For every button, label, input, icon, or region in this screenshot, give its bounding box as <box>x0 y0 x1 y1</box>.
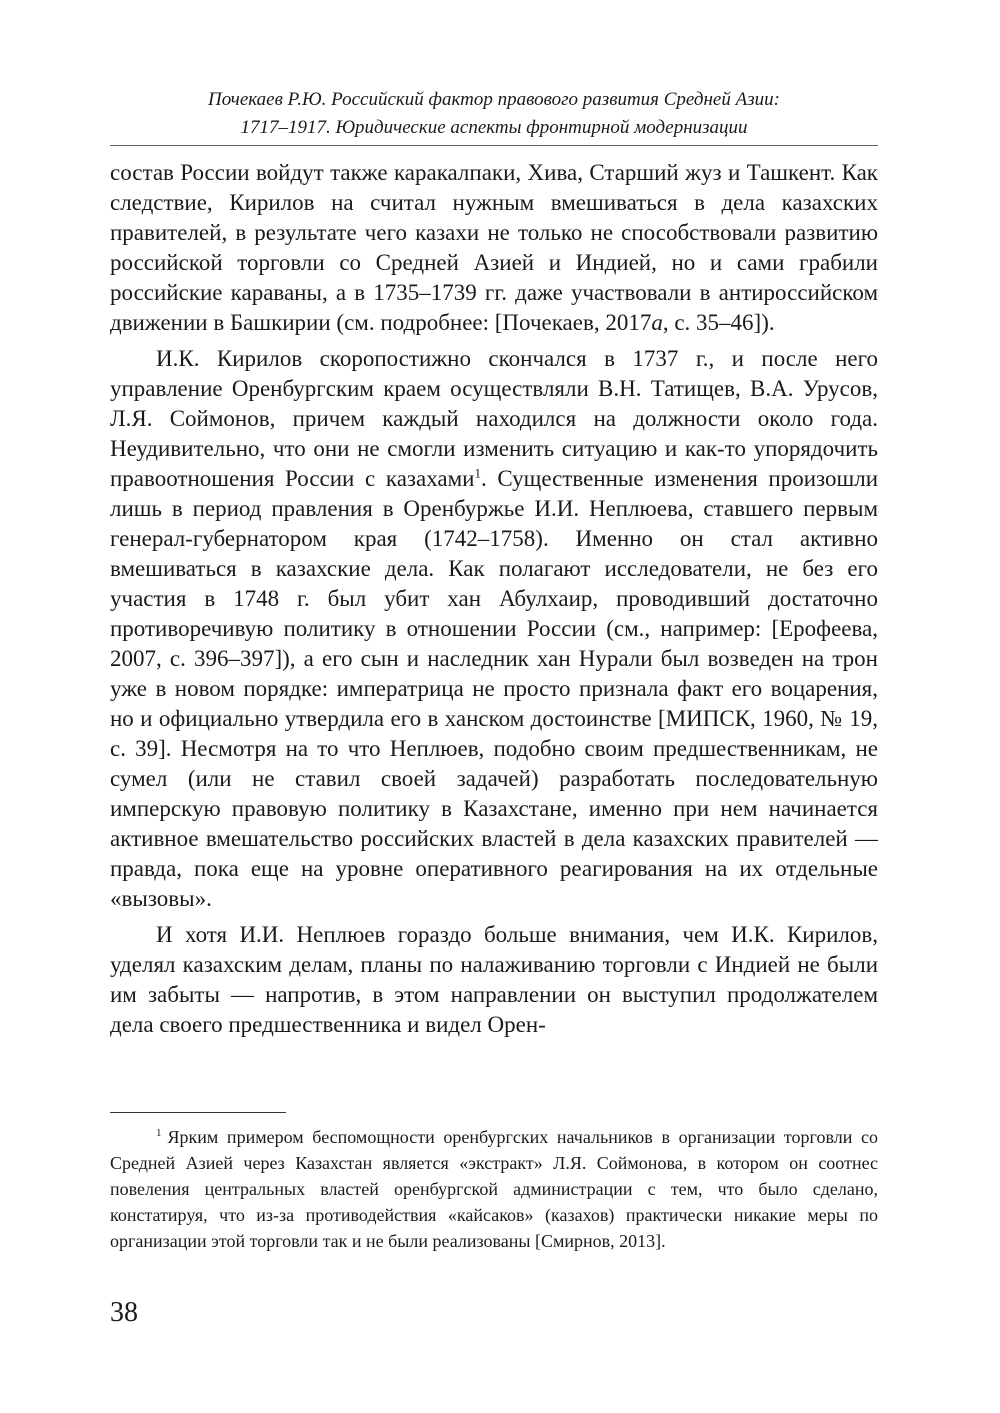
paragraph-2-end: . Существенные изменения произошли лишь в период правления в Оренбуржье И.И. Неплюева, ставшего первым генерал-губернатором края (1742–1758). Именно он стал активно вмешиваться в казахские дела. Как полагают исследователи, не без его участия в 1748 г. был убит хан Абулхаир, проводивший достаточно противоречивую политику в отношении России (см., например: [Ерофеева, 2007, с. 396–397]), а его сын и наследник хан Нурали был возведен на трон уже в новом порядке: императрица не просто признала факт его воцарения, но и официально утвердила его в ханском достоинстве [МИПСК, 1960, № 19, с. 39]. Несмотря на то что Неплюев, подобно своим предшественникам, не сумел (или не ставил своей задачей) разработать последовательную имперскую правовую политику в Казахстане, именно при нем начинается активное вмешательство российских властей в дела казахских правителей — правда, пока еще на уровне оперативного реагирования на их отдельные «вызовы». <box>110 466 878 911</box>
paragraph-3: И хотя И.И. Неплюев гораздо больше внимания, чем И.К. Кирилов, уделял казахским делам, планы по налаживанию торговли с Индией не были им забыты — напротив, в этом направлении он выступил продолжателем дела своего предшественника и видел Орен- <box>110 922 878 1037</box>
paragraph-1-text: состав России войдут также каракалпаки, Хива, Старший жуз и Ташкент. Как следствие, Кирилов на считал нужным вмешиваться в дела казахских правителей, в результате чего казахи не только не способствовали развитию российской торговли со Средней Азией и Индией, но и сами грабили российские караваны, а в 1735–1739 гг. даже участвовали в антироссийском движении в Башкирии (см. подробнее: [Почекаев, 2017 <box>110 160 878 335</box>
paragraph-1 <box>110 158 878 338</box>
running-header-line-2: 1717–1917. Юридические аспекты фронтирной модернизации <box>240 117 748 138</box>
footnote-rule <box>110 1112 286 1113</box>
paragraph-2 <box>110 344 878 914</box>
footnote <box>110 1124 878 1254</box>
running-header-line-1: Почекаев Р.Ю. Российский фактор правового развития Средней Азии: <box>208 89 780 110</box>
page-number: 38 <box>110 1297 138 1328</box>
footnote-reference[interactable]: 1 <box>474 465 481 481</box>
footnote-mark: 1 <box>156 1127 162 1139</box>
main-text <box>110 158 878 1046</box>
paragraph-1-italic: а <box>651 310 663 335</box>
running-header <box>110 86 878 142</box>
header-rule <box>110 145 878 146</box>
paragraph-1-end: , с. 35–46]). <box>662 310 775 335</box>
paragraph-2-text: И.К. Кирилов скоропостижно скончался в 1737 г., и после него управление Оренбургским краем осуществляли В.Н. Татищев, В.А. Урусов, Л.Я. Соймонов, причем каждый находился на должности около года. Неудивительно, что они не смогли изменить ситуацию и как-то упорядочить правоотношения России с казахами <box>110 346 878 491</box>
footnote-text: Ярким примером беспомощности оренбургских начальников в организации торговли со Средней Азией через Казахстан является «экстракт» Л.Я. Соймонова, в котором он соотнес повеления центральных властей оренбургской администрации с тем, что было сделано, констатируя, что из-за противодействия «кайсаков» (казахов) практически никакие меры по организации этой торговли так и не были реализованы [Смирнов, 2013]. <box>110 1127 878 1251</box>
